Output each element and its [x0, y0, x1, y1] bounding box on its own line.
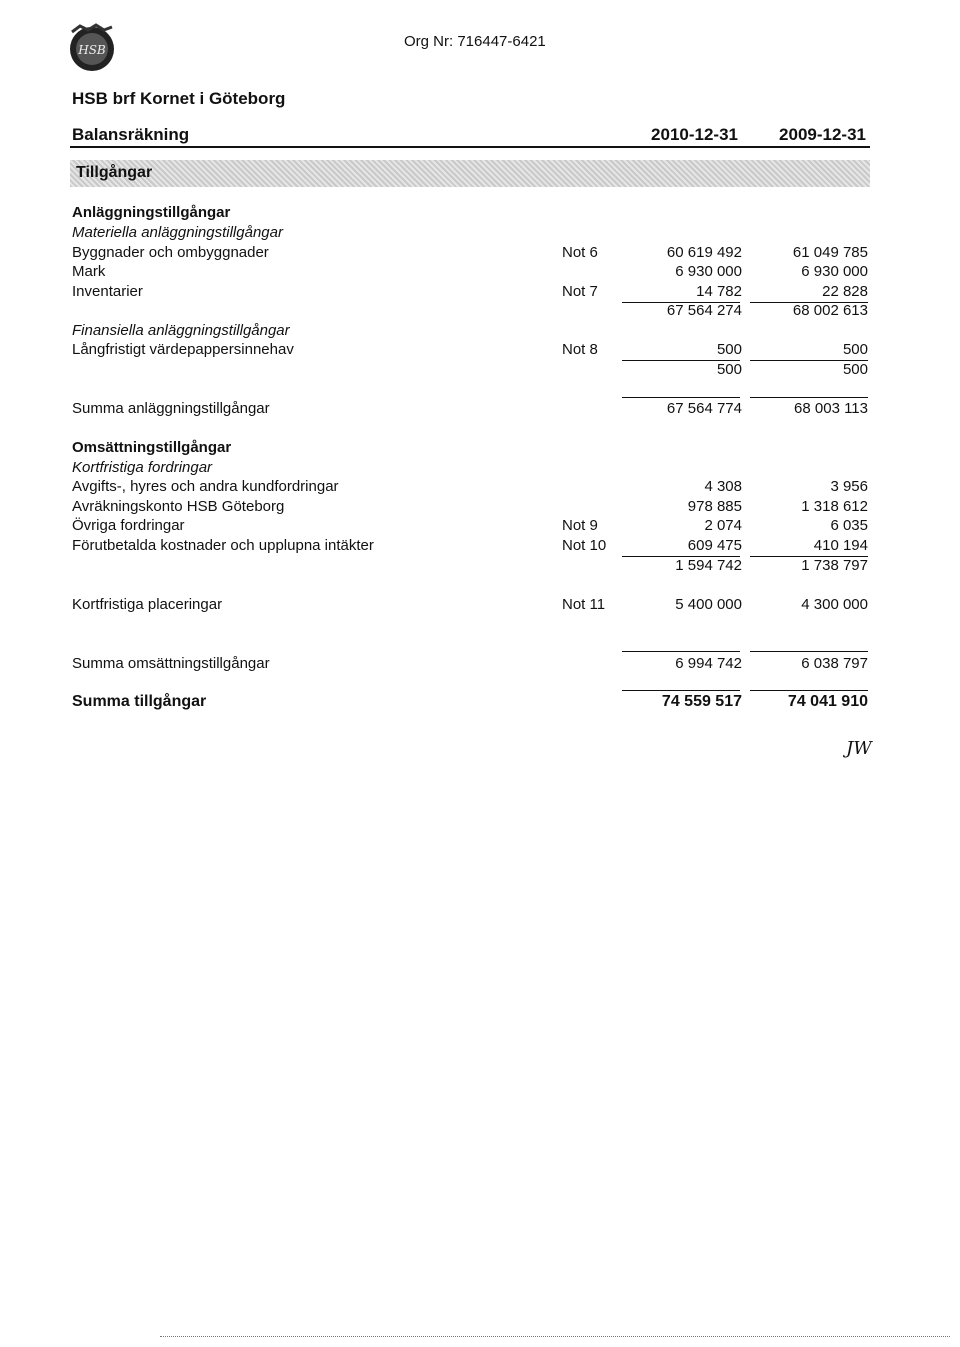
row-label: Byggnader och ombyggnader	[72, 244, 269, 261]
row-note: Not 7	[562, 283, 598, 300]
row-value-2009: 3 956	[830, 478, 868, 495]
section-heading	[72, 439, 872, 459]
grand-total-value-2009: 74 041 910	[787, 693, 868, 710]
row-value-2010: 978 885	[687, 498, 742, 515]
row-note: Not 8	[562, 341, 598, 358]
row-note: Not 10	[562, 537, 607, 554]
table-row	[72, 244, 872, 264]
row-label: Förutbetalda kostnader och upplupna intäkter	[72, 537, 374, 554]
row-label: Övriga fordringar	[72, 517, 185, 534]
subsection-heading-label: Materiella anläggningstillgångar	[72, 224, 283, 241]
row-label: Avräkningskonto HSB Göteborg	[72, 498, 285, 515]
subsection-heading-label: Finansiella anläggningstillgångar	[72, 322, 290, 339]
row-value-2009: 61 049 785	[792, 244, 868, 261]
total-value-2009: 68 003 113	[794, 400, 868, 417]
grand-total-rule	[622, 690, 740, 691]
subsection-heading	[72, 224, 872, 244]
row-value-2010: 4 308	[704, 478, 742, 495]
row-value-2010: 2 074	[704, 517, 742, 534]
grand-total-label: Summa tillgångar	[72, 693, 207, 710]
table-row	[72, 478, 872, 498]
table-row	[72, 263, 872, 283]
row-value-2010: 6 930 000	[675, 263, 742, 280]
row-value-2010: 60 619 492	[666, 244, 742, 261]
total-row	[72, 400, 872, 420]
subtotal-value-2009: 68 002 613	[792, 302, 868, 319]
table-row	[72, 498, 872, 518]
table-row	[72, 596, 872, 616]
section-banner	[70, 160, 870, 187]
grand-total-rule	[750, 690, 868, 691]
subtotal-value-2010: 1 594 742	[675, 557, 742, 574]
scan-edge-dots	[160, 1336, 950, 1337]
total-rule	[622, 397, 740, 398]
total-value-2010: 67 564 774	[666, 400, 742, 417]
subsection-heading	[72, 322, 872, 342]
grand-total-row	[72, 693, 872, 713]
subtotal-value-2009: 500	[842, 361, 868, 378]
section-heading	[72, 204, 872, 224]
grand-total-value-2010: 74 559 517	[661, 693, 742, 710]
row-value-2010: 500	[716, 341, 742, 358]
row-value-2009: 22 828	[822, 283, 868, 300]
subsection-heading-label: Kortfristiga fordringar	[72, 459, 213, 476]
subtotal-row	[72, 302, 872, 322]
row-value-2010: 609 475	[687, 537, 742, 554]
total-value-2010: 6 994 742	[675, 655, 742, 672]
subtotal-value-2010: 500	[716, 361, 742, 378]
subtotal-value-2009: 1 738 797	[801, 557, 868, 574]
total-rule	[750, 397, 868, 398]
table-row	[72, 517, 872, 537]
row-label: Kortfristiga placeringar	[72, 596, 223, 613]
date-previous: 2009-12-31	[779, 125, 866, 144]
row-value-2010: 5 400 000	[675, 596, 742, 613]
row-value-2010: 14 782	[696, 283, 742, 300]
table-row	[72, 341, 872, 361]
row-value-2009: 500	[842, 341, 868, 358]
subtotal-value-2010: 67 564 274	[666, 302, 742, 319]
row-value-2009: 6 930 000	[801, 263, 868, 280]
total-rule	[622, 651, 740, 652]
company-name: HSB brf Kornet i Göteborg	[72, 89, 286, 108]
svg-text:HSB: HSB	[78, 43, 106, 57]
row-label: Mark	[72, 263, 106, 280]
total-label: Summa omsättningstillgångar	[72, 655, 270, 672]
row-note: Not 9	[562, 517, 598, 534]
table-row	[72, 283, 872, 303]
org-number: Org Nr: 716447-6421	[404, 33, 546, 50]
initials-signature: JW	[846, 738, 872, 759]
row-note: Not 11	[562, 596, 606, 613]
row-value-2009: 6 035	[830, 517, 868, 534]
total-label: Summa anläggningstillgångar	[72, 400, 270, 417]
date-current: 2010-12-31	[651, 125, 738, 144]
subtotal-row	[72, 557, 872, 577]
row-label: Långfristigt värdepappersinnehav	[72, 341, 294, 358]
subtotal-row	[72, 361, 872, 381]
row-note: Not 6	[562, 244, 598, 261]
total-value-2009: 6 038 797	[801, 655, 868, 672]
sheet-title: Balansräkning	[72, 125, 190, 144]
subsection-heading	[72, 459, 872, 479]
section-heading-label: Omsättningstillgångar	[72, 439, 232, 456]
row-label: Inventarier	[72, 283, 143, 300]
total-row	[72, 655, 872, 675]
row-label: Avgifts-, hyres och andra kundfordringar	[72, 478, 339, 495]
row-value-2009: 410 194	[813, 537, 868, 554]
hsb-logo	[66, 22, 118, 74]
header-rule	[70, 146, 870, 148]
row-value-2009: 1 318 612	[801, 498, 868, 515]
row-value-2009: 4 300 000	[801, 596, 868, 613]
total-rule	[750, 651, 868, 652]
section-heading-label: Anläggningstillgångar	[72, 204, 231, 221]
table-row	[72, 537, 872, 557]
section-banner-label: Tillgångar	[76, 164, 153, 181]
